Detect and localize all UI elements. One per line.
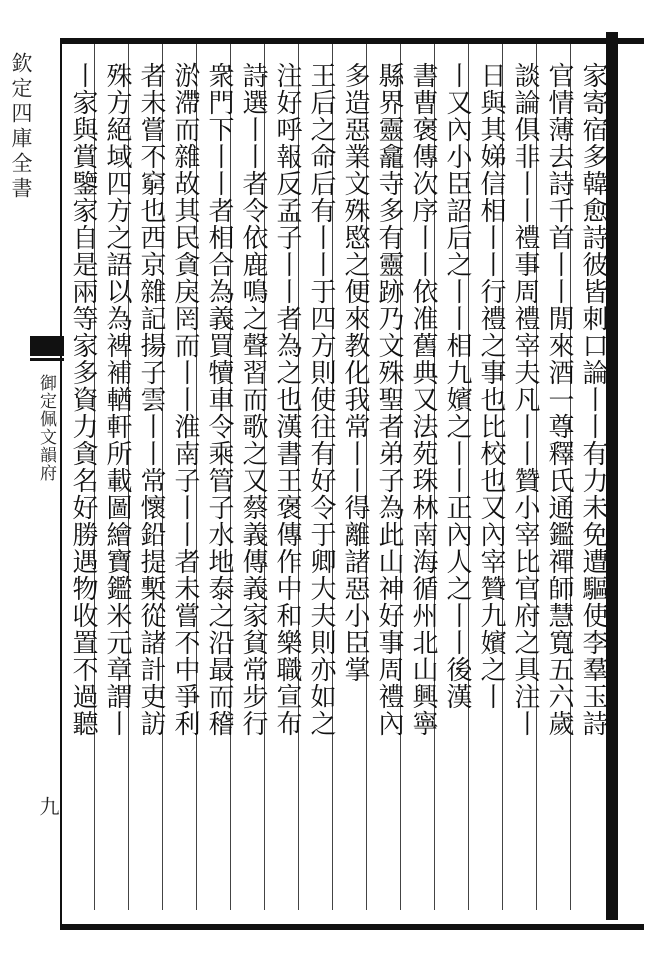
- text-column: 縣界靈龕寺多有靈跡乃文殊聖者弟子為此山神好事周禮內: [374, 62, 404, 737]
- book-title: 欽定四庫全書: [9, 52, 33, 202]
- text-column: 談論俱非丨丨禮事周禮宰夫凡丨丨贊小宰比官府之具注丨: [510, 62, 540, 737]
- text-column: 官情薄去詩千首丨丨閒來酒一尊釋氏通鑑禪師慧寬五六歲: [544, 62, 574, 737]
- text-column: 王后之命后有丨丨于四方則使往有好令于卿大夫則亦如之: [306, 62, 336, 737]
- text-column: 書曹褒傳次序丨丨依准舊典又法苑珠林南海循州北山興寧: [408, 62, 438, 737]
- text-column: 日與其娣信相丨丨行禮之事也比校也又內宰贊九嬪之丨: [476, 62, 506, 710]
- text-column: 詩選丨丨者令依鹿鳴之聲習而歌之又蔡義傳義家貧常步行: [238, 62, 268, 737]
- text-column: 家寄宿多韓愈詩彼皆刺口論丨丨有力未免遭驅使李羣玉詩: [578, 62, 608, 737]
- fishtail-line: [30, 358, 64, 371]
- book-subtitle: 御定佩文韻府: [36, 374, 56, 482]
- text-column: 丨又內小臣詔后之丨丨相九嬪之丨丨正內人之丨丨後漢: [442, 62, 472, 710]
- text-column: 殊方絕域四方之語以為裨補輶軒所載圖繪寶鑑米元章謂丨: [102, 62, 132, 737]
- text-column: 淤滯而雜故其民貪戾罔而丨丨淮南子丨丨者未嘗不中爭利: [170, 62, 200, 737]
- fishtail-mark: [30, 336, 64, 356]
- text-column: 注好呼報反孟子丨丨者為之也漢書王褒傳作中和樂職宣布: [272, 62, 302, 737]
- text-column: 多造惡業文殊愍之便來教化我常丨丨得離諸惡小臣掌: [340, 62, 370, 683]
- text-column: 者未嘗不窮也西京雜記揚子雲丨丨常懷鉛提槧從諸計吏訪: [136, 62, 166, 737]
- block-margin: [0, 44, 60, 910]
- text-column: 衆門下丨丨者相合為義買犢車令乘管子水地泰之沿最而稽: [204, 62, 234, 737]
- text-column: 丨家與賞鑒家自是兩等家多資力貪名好勝遇物收置不過聽: [68, 62, 98, 737]
- folio-number: 九: [36, 796, 60, 816]
